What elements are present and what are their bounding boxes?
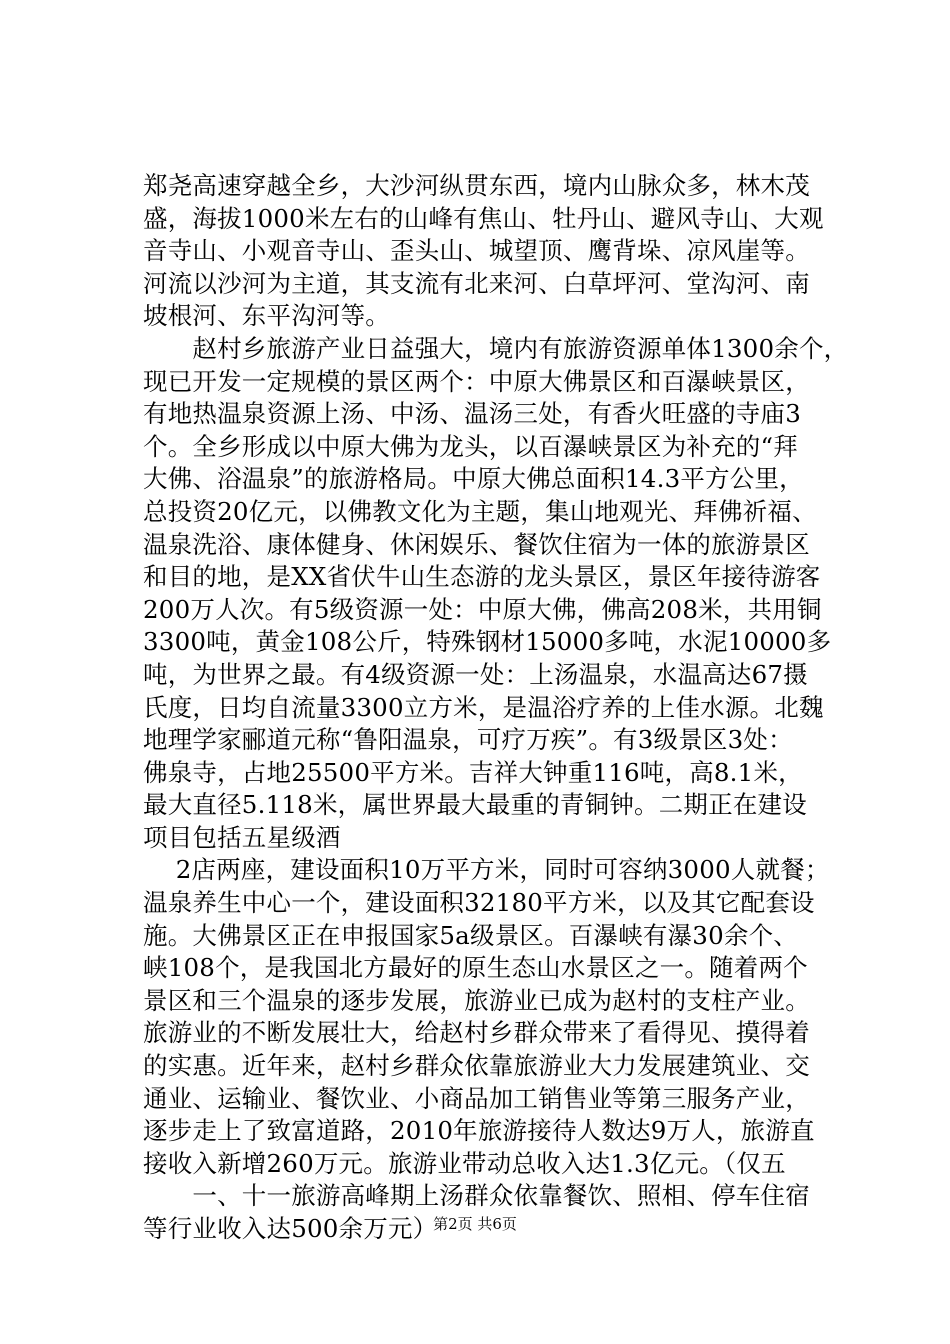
text-line: 200万人次。有5级资源一处：中原大佛，佛高208米，共用铜 (143, 594, 822, 624)
text-line: 通业、运输业、餐饮业、小商品加工销售业等第三服务产业， (143, 1083, 810, 1113)
text-line: 有地热温泉资源上汤、中汤、温汤三处，有香火旺盛的寺庙3 (143, 399, 801, 429)
text-line: 个。全乡形成以中原大佛为龙头，以百瀑峡景区为补充的“拜 (143, 431, 798, 461)
text-line: 总投资20亿元，以佛教文化为主题，集山地观光、拜佛祈福、 (143, 496, 817, 526)
text-line: 现已开发一定规模的景区两个：中原大佛景区和百瀑峡景区， (143, 366, 810, 396)
text-line: 郑尧高速穿越全乡，大沙河纵贯东西，境内山脉众多，林木茂 (143, 171, 810, 200)
text-line: 逐步走上了致富道路，2010年旅游接待人数达9万人，旅游直 (143, 1116, 815, 1146)
text-line: 坡根河、东平沟河等。 (143, 301, 390, 331)
text-line: 旅游业的不断发展壮大，给赵村乡群众带来了看得见、摸得着 (143, 1018, 810, 1048)
text-line: 温泉洗浴、康体健身、休闲娱乐、餐饮住宿为一体的旅游景区 (143, 529, 810, 559)
text-line: 最大直径5.118米，属世界最大最重的青铜钟。二期正在建设 (143, 790, 807, 820)
text-line: 吨，为世界之最。有4级资源一处：上汤温泉，水温高达67摄 (143, 659, 808, 689)
text-line: 氏度，日均自流量3300立方米，是温浴疗养的上佳水源。北魏 (143, 692, 824, 722)
text-line: 和目的地，是XX省伏牛山生态游的龙头景区，景区年接待游客 (143, 562, 821, 592)
text-line: 盛，海拔1000米左右的山峰有焦山、牡丹山、避风寺山、大观 (143, 203, 824, 233)
text-line: 项目包括五星级酒 (143, 822, 341, 852)
body-text (143, 170, 849, 1246)
text-line: 赵村乡旅游产业日益强大，境内有旅游资源单体1300余个， (143, 333, 849, 363)
text-line: 音寺山、小观音寺山、歪头山、城望顶、鹰背垛、凉风崖等。 (143, 236, 810, 266)
text-line: 景区和三个温泉的逐步发展，旅游业已成为赵村的支柱产业。 (143, 985, 810, 1015)
text-line: 等行业收入达500余万元） (143, 1214, 438, 1243)
text-line: 的实惠。近年来，赵村乡群众依靠旅游业大力发展建筑业、交 (143, 1051, 810, 1081)
text-line: 接收入新增260万元。旅游业带动总收入达1.3亿元。（仅五 (143, 1148, 786, 1178)
text-line: 施。大佛景区正在申报国家5a级景区。百瀑峡有瀑30余个、 (143, 920, 798, 950)
text-line: 峡108个，是我国北方最好的原生态山水景区之一。随着两个 (143, 953, 808, 983)
text-line: 佛泉寺，占地25500平方米。吉祥大钟重116吨，高8.1米， (143, 757, 803, 787)
text-line: 温泉养生中心一个，建设面积32180平方米，以及其它配套设 (143, 888, 815, 918)
text-line: 大佛、浴温泉”的旅游格局。中原大佛总面积14.3平方公里， (143, 464, 804, 494)
text-line: 地理学家郦道元称“鲁阳温泉，可疗万疾”。有3级景区3处： (143, 725, 793, 755)
text-line: 一、十一旅游高峰期上汤群众依靠餐饮、照相、停车住宿 (143, 1181, 810, 1211)
text-line: 河流以沙河为主道，其支流有北来河、白草坪河、堂沟河、南 (143, 268, 810, 298)
text-line: 3300吨，黄金108公斤，特殊钢材15000多吨，水泥10000多 (143, 627, 832, 657)
page-number-footer: 第2页 共6页 (433, 1215, 517, 1233)
text-line: 2店两座，建设面积10万平方米，同时可容纳3000人就餐； (143, 855, 830, 885)
